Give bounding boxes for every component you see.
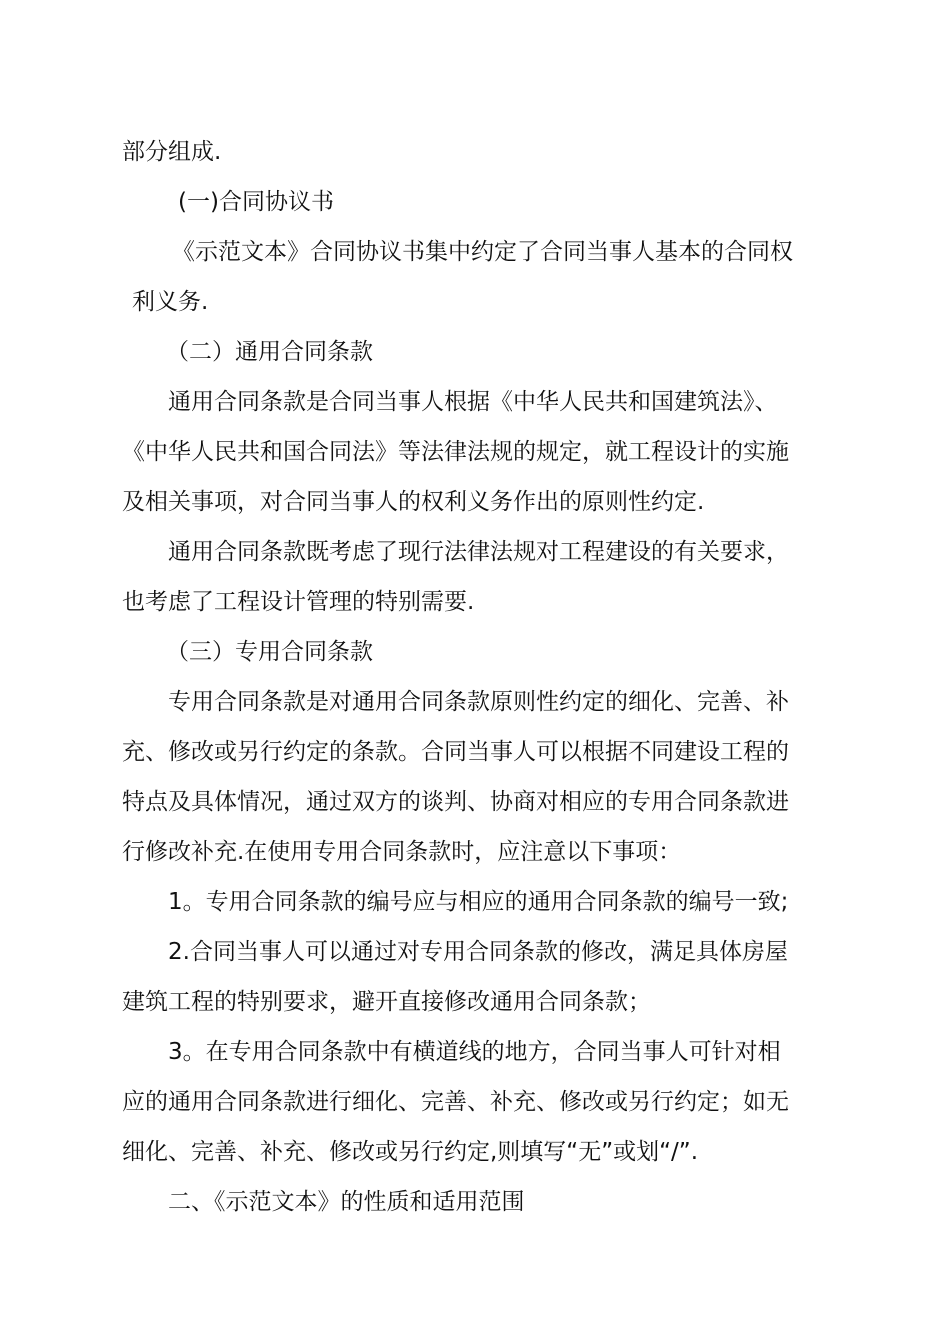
- text-line: 行修改补充.在使用专用合同条款时，应注意以下事项：: [122, 839, 682, 865]
- section-heading: 二、《示范文本》的性质和适用范围: [168, 1189, 525, 1215]
- text-line: 通用合同条款是合同当事人根据《中华人民共和国建筑法》、: [168, 389, 778, 415]
- text-line: 应的通用合同条款进行细化、完善、补充、修改或另行约定；如无: [122, 1089, 789, 1115]
- text-line: 细化、完善、补充、修改或另行约定,则填写“无”或划“/”.: [122, 1139, 699, 1165]
- text-line: 特点及具体情况，通过双方的谈判、协商对相应的专用合同条款进: [122, 789, 789, 815]
- list-item: 3。在专用合同条款中有横道线的地方，合同当事人可针对相: [168, 1039, 781, 1065]
- section-heading: （三）专用合同条款: [166, 639, 373, 665]
- text-line: 部分组成.: [122, 139, 222, 165]
- section-heading: (一)合同协议书: [178, 189, 334, 215]
- list-item: 2.合同当事人可以通过对专用合同条款的修改，满足具体房屋: [168, 939, 788, 965]
- text-line: 通用合同条款既考虑了现行法律法规对工程建设的有关要求，: [168, 539, 789, 565]
- text-line: 《中华人民共和国合同法》等法律法规的规定，就工程设计的实施: [122, 439, 789, 465]
- text-line: 建筑工程的特别要求，避开直接修改通用合同条款；: [122, 989, 651, 1015]
- text-line: 及相关事项，对合同当事人的权利义务作出的原则性约定.: [122, 489, 705, 515]
- text-line: 利义务.: [132, 289, 209, 315]
- section-heading: （二）通用合同条款: [166, 339, 373, 365]
- text-line: 充、修改或另行约定的条款。合同当事人可以根据不同建设工程的: [122, 739, 789, 765]
- list-item: 1。专用合同条款的编号应与相应的通用合同条款的编号一致;: [168, 889, 789, 915]
- text-line: 也考虑了工程设计管理的特别需要.: [122, 589, 475, 615]
- text-line: 专用合同条款是对通用合同条款原则性约定的细化、完善、补: [168, 689, 789, 715]
- text-line: 《示范文本》合同协议书集中约定了合同当事人基本的合同权: [172, 239, 793, 265]
